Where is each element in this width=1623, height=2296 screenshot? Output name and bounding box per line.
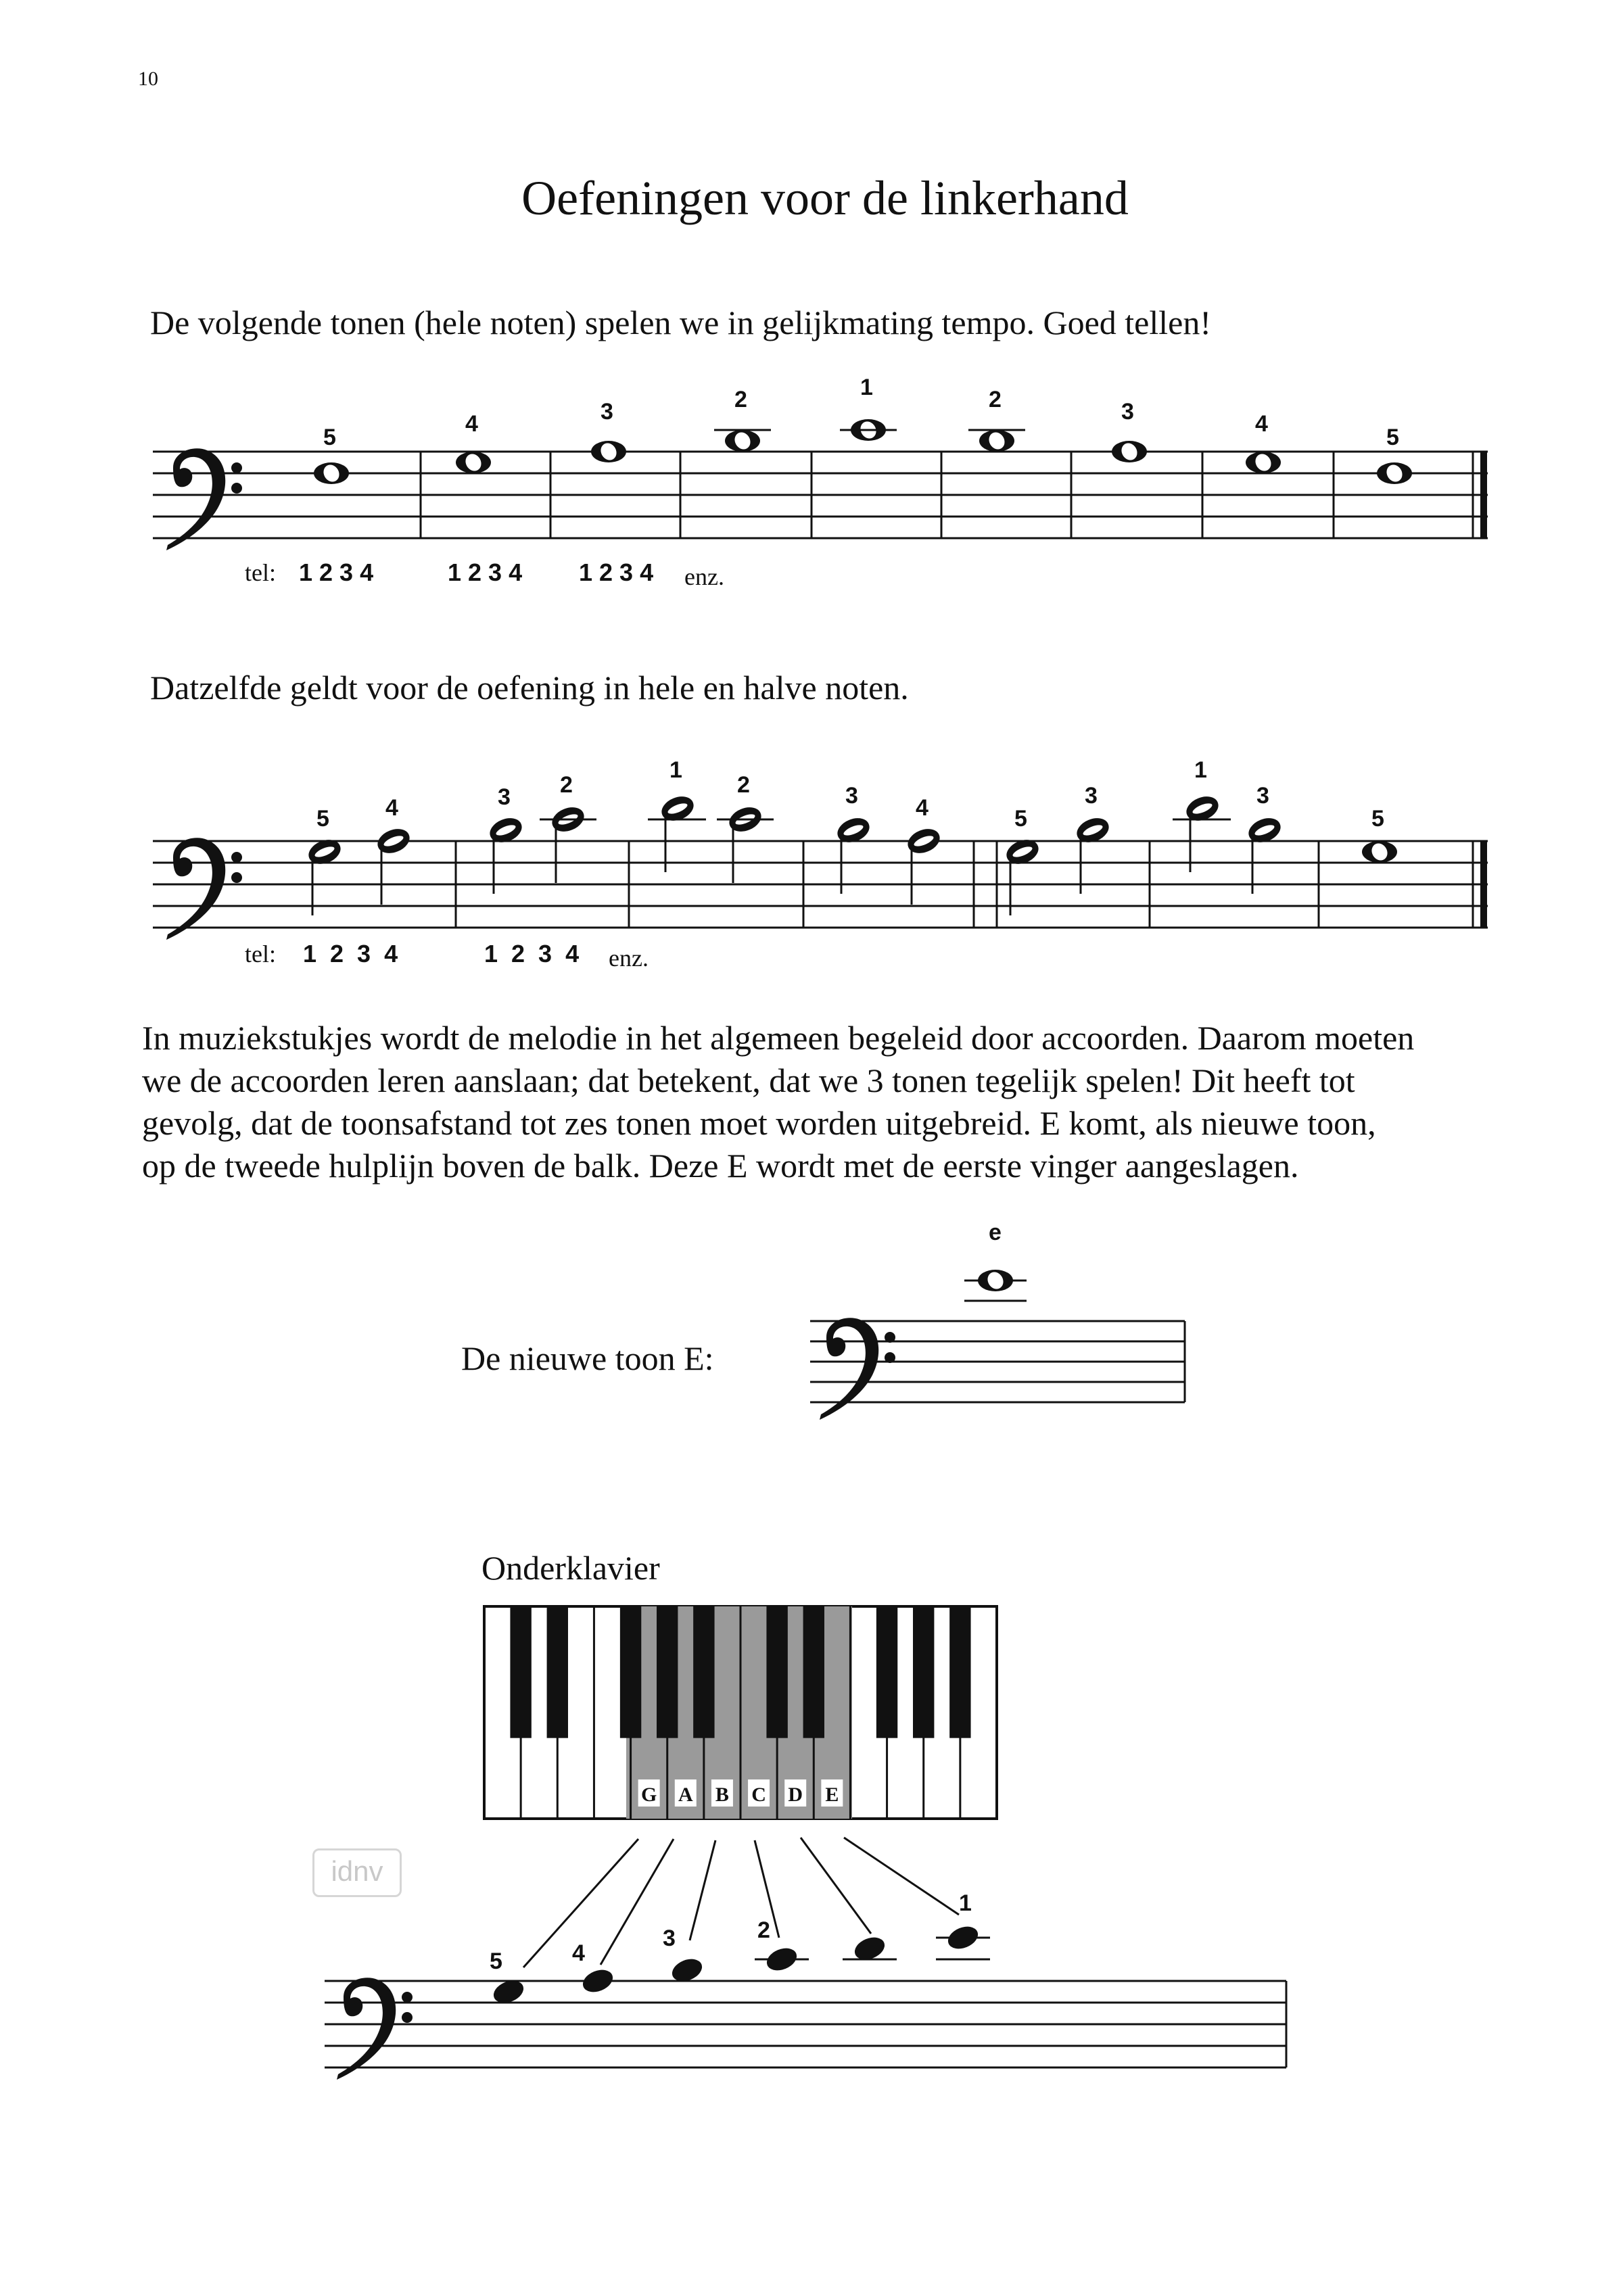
finger-number: 2 xyxy=(989,387,1002,412)
finger-number: 4 xyxy=(1255,411,1268,437)
finger-number: 5 xyxy=(1014,806,1027,832)
finger-number: 2 xyxy=(560,772,573,798)
bass-clef-icon xyxy=(820,1318,895,1420)
finger-number: 3 xyxy=(845,783,858,809)
keyboard-connector-lines xyxy=(523,1838,959,1967)
staff-exercise2 xyxy=(153,841,1488,928)
finger-number: 4 xyxy=(465,411,478,437)
note-icon xyxy=(763,1944,800,1974)
exercise1-instruction: De volgende tonen (hele noten) spelen we in gelijkmating tempo. Goed tellen! xyxy=(150,304,1211,341)
body-line: gevolg, dat de toonsafstand tot zes tonen moet worden uitgebreid. E komt, als nieuwe toon, xyxy=(142,1104,1376,1142)
body-line: op de tweede hulplijn boven de balk. Deze E wordt met de eerste vinger aangeslagen. xyxy=(142,1147,1299,1185)
finger-number: 5 xyxy=(316,806,329,832)
finger-number: 3 xyxy=(1085,783,1098,809)
finger-number: 1 xyxy=(669,757,682,783)
finger-number: 2 xyxy=(737,772,750,798)
key-label: E xyxy=(825,1784,839,1806)
black-key xyxy=(949,1606,970,1738)
page-title: Oefeningen voor de linkerhand xyxy=(521,171,1129,225)
body-line: In muziekstukjes wordt de melodie in het algemeen begeleid door accoorden. Daarom moeten xyxy=(142,1019,1415,1057)
whole-note-icon xyxy=(314,462,349,485)
staff-exercise1 xyxy=(153,452,1488,538)
notes-keyboard-staff xyxy=(490,1922,981,2007)
whole-note-icon xyxy=(1362,840,1397,863)
finger-number: 3 xyxy=(601,399,613,425)
finger-number: 3 xyxy=(498,784,511,810)
whole-note-icon xyxy=(725,429,760,452)
finger-number: 4 xyxy=(572,1940,585,1966)
note-icon xyxy=(580,1965,616,1996)
exercise2-count-1: 1 2 3 4 xyxy=(303,940,398,967)
new-tone-label: De nieuwe toon E: xyxy=(461,1339,714,1377)
exercise1-count-2: 1 2 3 4 xyxy=(448,558,523,586)
whole-note-icon xyxy=(1246,451,1281,474)
bass-clef-icon xyxy=(166,838,242,940)
black-key xyxy=(913,1606,934,1738)
finger-number: 4 xyxy=(916,795,928,821)
finger-number: 5 xyxy=(323,425,336,450)
notes-exercise2 xyxy=(306,793,1397,915)
finger-number: 5 xyxy=(490,1948,502,1974)
exercise1-count-label: tel: xyxy=(245,559,276,586)
keyboard-label: Onderklavier xyxy=(481,1549,660,1587)
finger-number: 3 xyxy=(1121,399,1134,425)
body-line: we de accoorden leren aanslaan; dat betekent, dat we 3 tonen tegelijk spelen! Dit heeft tot xyxy=(142,1061,1355,1099)
finger-number: 1 xyxy=(860,375,873,400)
whole-note-icon xyxy=(1112,440,1147,463)
black-key xyxy=(766,1606,787,1738)
exercise2-instruction: Datzelfde geldt voor de oefening in hele en halve noten. xyxy=(150,669,909,707)
black-key xyxy=(803,1606,824,1738)
finger-number: 3 xyxy=(1256,783,1269,809)
key-label: D xyxy=(788,1784,803,1806)
exercise2-count-suffix: enz. xyxy=(609,944,649,972)
key-label: G xyxy=(640,1784,657,1806)
bass-clef-icon xyxy=(166,448,242,550)
keyboard-diagram xyxy=(484,1606,997,1819)
finger-number: 3 xyxy=(663,1926,676,1951)
key-label: C xyxy=(751,1784,766,1806)
whole-note-icon xyxy=(1377,462,1412,485)
finger-number: 4 xyxy=(385,795,398,821)
exercise1-count-1: 1 2 3 4 xyxy=(299,558,374,586)
finger-number: 1 xyxy=(959,1890,972,1916)
whole-note-icon xyxy=(591,440,626,463)
black-key xyxy=(657,1606,678,1738)
finger-number: 2 xyxy=(757,1917,770,1943)
key-label: A xyxy=(678,1784,693,1806)
finger-number: 5 xyxy=(1386,425,1399,450)
bass-clef-icon xyxy=(337,1978,413,2080)
black-key xyxy=(876,1606,897,1738)
exercise2-count-2: 1 2 3 4 xyxy=(484,940,580,967)
key-label: B xyxy=(715,1784,729,1806)
page-number: 10 xyxy=(138,68,158,90)
watermark: idnv xyxy=(312,1848,402,1897)
whole-note-icon xyxy=(978,1269,1013,1292)
black-key xyxy=(547,1606,568,1738)
exercise2-count-label: tel: xyxy=(245,940,276,967)
exercise1-count-3: 1 2 3 4 xyxy=(579,558,654,586)
note-icon xyxy=(945,1922,981,1953)
finger-number: 5 xyxy=(1371,806,1384,832)
whole-note-icon xyxy=(979,429,1014,452)
new-tone-note-label: e xyxy=(989,1220,1002,1245)
finger-number: 1 xyxy=(1194,757,1207,783)
finger-number: 2 xyxy=(734,387,747,412)
staff-keyboard xyxy=(325,1938,1286,2067)
whole-note-icon xyxy=(456,451,491,474)
black-key xyxy=(510,1606,531,1738)
black-key xyxy=(620,1606,641,1738)
exercise1-count-suffix: enz. xyxy=(684,563,724,590)
fingering-keyboard xyxy=(490,1890,972,1974)
black-key xyxy=(693,1606,714,1738)
